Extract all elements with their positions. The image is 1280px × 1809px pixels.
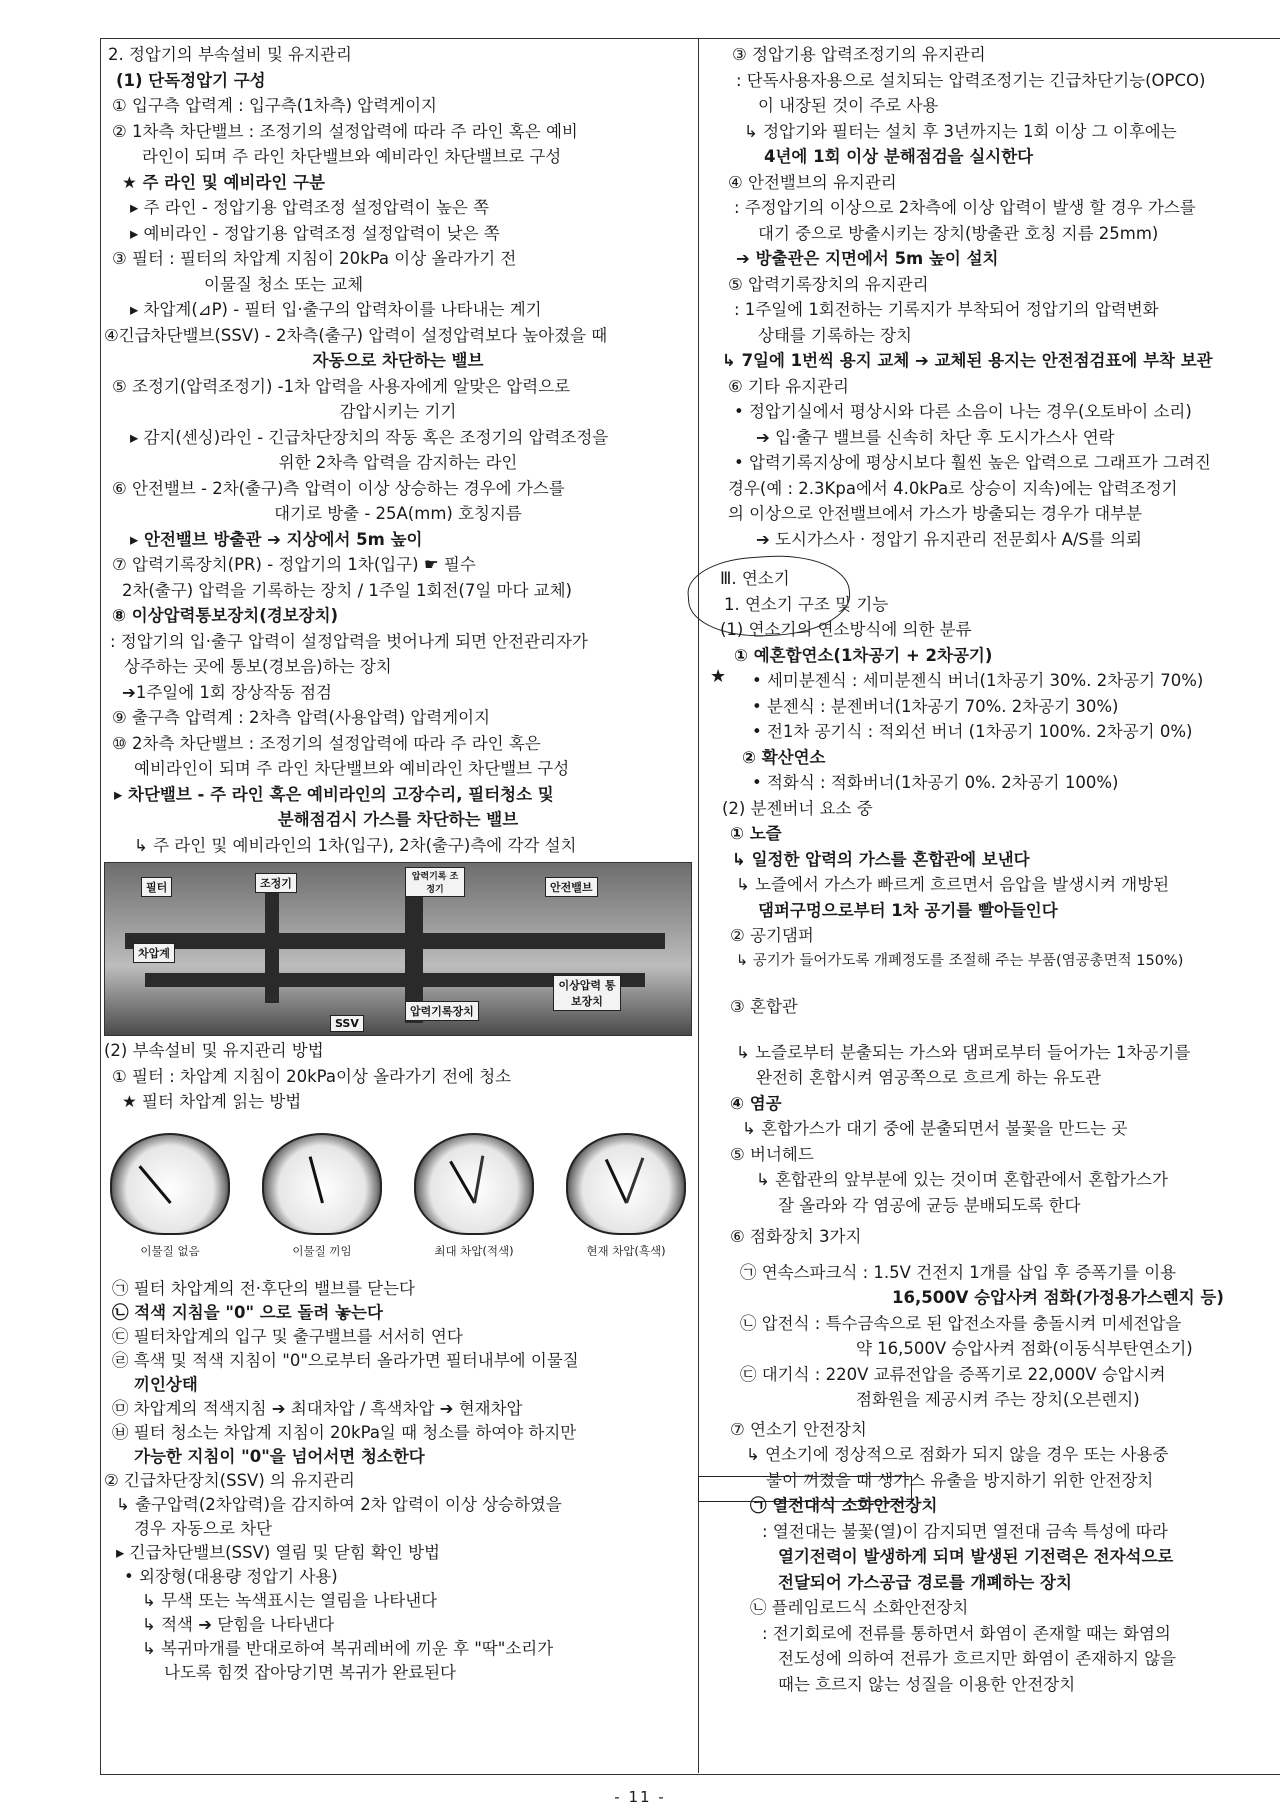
photo-label: 차압계 [133,943,175,963]
text-line: 의 이상으로 안전밸브에서 가스가 방출되는 경우가 대부분 [728,504,1143,523]
text-line: 이물질 청소 또는 교체 [204,274,364,294]
photo-label: 필터 [141,877,172,897]
section-heading: 1. 연소기 구조 및 기능 [724,594,889,614]
text-line: ★ 주 라인 및 예비라인 구분 [122,172,325,192]
gauge [104,1133,236,1273]
text-line: 전도성에 의하여 전류가 흐르지만 화염이 존재하지 않을 [778,1649,1177,1668]
text-line: ① 예혼합연소(1차공기 + 2차공기) [734,645,993,665]
spacer [706,974,1280,994]
handwritten-box-mark [698,1476,912,1502]
text-line: ㉡ 적색 지침을 "0" 으로 돌려 놓는다 [112,1302,383,1322]
text-line: • 세미분젠식 : 세미분젠식 버너(1차공기 30%. 2차공기 70%) [752,671,1204,690]
text-line: 자동으로 차단하는 밸브 [312,351,484,370]
text-line: ➔ 도시가스사 · 정압기 유지관리 전문회사 A/S를 의뢰 [756,529,1142,549]
text-line: ▸ 차단밸브 - 주 라인 혹은 예비라인의 고장수리, 필터청소 및 [114,784,554,804]
text-line: ③ 정압기용 압력조정기의 유지관리 [732,45,986,64]
gauge-row [104,1133,692,1273]
gauge-caption: 이물질 끼임 [292,1243,352,1258]
text-line: ↳ 주 라인 및 예비라인의 1차(입구), 2차(출구)측에 각각 설치 [134,835,577,855]
photo-label: 이상압력 통보장치 [553,975,621,1011]
gauge-dial [110,1133,230,1235]
text-line: ➔1주일에 1회 장상작동 점검 [122,682,332,702]
subsection-heading: (1) 연소기의 연소방식에 의한 분류 [720,620,972,639]
text-line: ↳ 연소기에 정상적으로 점화가 되지 않을 경우 또는 사용중 [746,1445,1169,1464]
text-line: ㉡ 압전식 : 특수금속으로 된 압전소자를 충돌시켜 미세전압을 [740,1313,1182,1333]
text-line: ㉣ 흑색 및 적색 지침이 "0"으로부터 올라가면 필터내부에 이물질 [112,1350,579,1370]
text-line: ⑩ 2차측 차단밸브 : 조정기의 설정압력에 따라 주 라인 혹은 [112,733,541,753]
text-line: ② 긴급차단장치(SSV) 의 유지관리 [104,1470,355,1490]
text-line: ㉤ 차압계의 적색지침 ➔ 최대차압 / 흑색차압 ➔ 현재차압 [112,1398,523,1418]
text-line: ➔ 방출관은 지면에서 5m 높이 설치 [736,249,999,268]
text-line: ▸ 긴급차단밸브(SSV) 열림 및 닫힘 확인 방법 [116,1542,440,1562]
text-line: ⑤ 압력기록장치의 유지관리 [728,274,929,294]
text-line: ↳ 노즐에서 가스가 빠르게 흐르면서 음압을 발생시켜 개방된 [736,875,1170,894]
text-line: 경우(예 : 2.3Kpa에서 4.0kPa로 상승이 지속)에는 압력조정기 [728,478,1178,498]
text-line: : 단독사용자용으로 설치되는 압력조정기는 긴급차단기능(OPCO) [736,70,1206,90]
text-line: 예비라인이 되며 주 라인 차단밸브와 예비라인 차단밸브 구성 [134,759,570,778]
text-line: ⑤ 조정기(압력조정기) -1차 압력을 사용자에게 알맞은 압력으로 [112,376,571,396]
text-line: 경우 자동으로 차단 [134,1518,273,1538]
text-line: ㉠ 열전대식 소화안전장치 [750,1496,938,1515]
chapter-heading: Ⅲ. 연소기 [720,569,790,588]
text-line: ➔ 입·출구 밸브를 신속히 차단 후 도시가스사 연락 [756,427,1115,447]
text-line: ④ 염공 [730,1093,782,1113]
text-line: ↳ 일정한 압력의 가스를 혼합관에 보낸다 [732,849,1030,869]
text-line: : 열전대는 불꽃(열)이 감지되면 열전대 금속 특성에 따라 [762,1521,1168,1541]
text-line: ① 노즐 [730,824,782,843]
text-line: • 분젠식 : 분젠버너(1차공기 70%. 2차공기 30%) [752,696,1119,716]
text-line: ㉥ 필터 청소는 차압계 지침이 20kPa일 때 청소를 하여야 하지만 [112,1422,577,1442]
text-line: 16,500V 승압사켜 점화(가정용가스렌지 등) [892,1288,1224,1307]
section-heading: 2. 정압기의 부속설비 및 유지관리 [108,45,352,64]
text-line: 나도록 힘껏 잡아당기면 복귀가 완료된다 [164,1662,456,1682]
text-line: 2차(출구) 압력을 기록하는 장치 / 1주일 1회전(7일 마다 교체) [122,580,572,600]
text-line: ↳ 노즐로부터 분출되는 가스와 댐퍼로부터 들어가는 1차공기를 [736,1042,1191,1062]
text-line: ⑤ 버너헤드 [730,1144,814,1164]
text-line: ↳ 무색 또는 녹색표시는 열림을 나타낸다 [142,1590,438,1610]
gauge-caption: 이물질 없음 [140,1243,200,1258]
gauge-caption: 최대 차압(적색) [434,1243,514,1258]
text-line: ㉡ 플레임로드식 소화안전장치 [750,1598,969,1617]
text-line: • 압력기록지상에 평상시보다 훨씬 높은 압력으로 그래프가 그려진 [734,453,1211,472]
gauge-caption: 현재 차압(흑색) [586,1243,666,1258]
text-line: 대기 중으로 방출시키는 장치(방출관 호칭 지름 25mm) [758,223,1159,243]
text-line: • 정압기실에서 평상시와 다른 소음이 나는 경우(오토바이 소리) [734,402,1192,421]
text-line: 대기로 방출 - 25A(mm) 호칭지름 [274,504,522,523]
page-number: - 11 - [614,1788,666,1806]
gauge-dial [262,1133,382,1235]
text-line: 감압시키는 기기 [339,402,457,421]
text-line: ↳ 적색 ➔ 닫힘을 나타낸다 [142,1614,335,1634]
right-column [706,42,1280,1697]
text-line: 완전히 혼합시켜 염공쪽으로 흐르게 하는 유도관 [756,1068,1102,1087]
gauge [256,1133,388,1273]
photo-label: 압력기록장치 [405,1001,479,1021]
text-line: ↳ 공기가 들어가도록 개폐정도를 조절해 주는 부품(염공총면적 150%) [736,952,1184,969]
text-line: ⑧ 이상압력통보장치(경보장치) [112,606,339,625]
text-line: : 1주일에 1회전하는 기록지가 부착되어 정압기의 압력변화 [734,300,1159,319]
text-line: ▸ 예비라인 - 정압기용 압력조정 설정압력이 낮은 쪽 [130,223,500,243]
subsection-heading: (2) 분젠버너 요소 중 [722,798,873,818]
text-line: ↳ 복귀마개를 반대로하여 복귀레버에 끼운 후 "딱"소리가 [142,1638,554,1658]
text-line: ⑨ 출구측 압력계 : 2차측 압력(사용압력) 압력게이지 [112,708,491,727]
text-line: ① 입구측 압력계 : 입구측(1차측) 압력게이지 [112,96,437,115]
star-icon: ★ [710,666,727,687]
text-line: 상태를 기록하는 장치 [758,325,912,345]
text-line: ⑥ 안전밸브 - 2차(출구)측 압력이 이상 상승하는 경우에 가스를 [112,478,565,498]
text-line: ㉠ 연속스파크식 : 1.5V 건전지 1개를 삽입 후 증폭기를 이용 [740,1262,1177,1282]
text-line: 점화원을 제공시켜 주는 장치(오븐렌지) [856,1390,1140,1409]
spacer [706,1020,1280,1040]
gauge-dial [414,1133,534,1235]
text-line: ⑥ 점화장치 3가지 [730,1227,862,1246]
text-line: 불이 꺼졌을 때 생가스 유출을 방지하기 위한 안전장치 [766,1470,1154,1490]
text-line: 약 16,500V 승압사켜 점화(이동식부탄연소기) [856,1339,1193,1358]
text-line: 댐퍼구멍으로부터 1차 공기를 빨아들인다 [758,900,1058,920]
text-line: ㉢ 필터차압계의 입구 및 출구밸브를 서서히 연다 [112,1326,463,1346]
text-line: ★ 필터 차압계 읽는 방법 [122,1092,302,1111]
gauge-dial [566,1133,686,1235]
text-line: • 전1차 공기식 : 적외선 버너 (1차공기 100%. 2차공기 0%) [752,722,1193,741]
photo-label: 안전밸브 [545,877,598,897]
text-line: ⑦ 연소기 안전장치 [730,1419,867,1439]
text-line: ↳ 7일에 1번씩 용지 교체 ➔ 교체된 용지는 안전점검표에 부착 보관 [722,351,1213,370]
text-line: ㉠ 필터 차압계의 전·후단의 밸브를 닫는다 [112,1278,415,1298]
text-line: ↳ 혼합가스가 대기 중에 분출되면서 불꽃을 만드는 곳 [742,1119,1128,1138]
text-line: ② 1차측 차단밸브 : 조정기의 설정압력에 따라 주 라인 혹은 예비 [112,121,578,141]
subsection-heading: (1) 단독정압기 구성 [116,70,266,90]
text-line: 가능한 지침이 "0"을 넘어서면 청소한다 [134,1446,425,1466]
text-line: ④긴급차단밸브(SSV) - 2차측(출구) 압력이 설정압력보다 높아졌을 때 [104,325,608,345]
text-line: ③ 혼합관 [730,997,798,1016]
text-line: 위한 2차측 압력을 감지하는 라인 [278,453,518,472]
gauge [408,1133,540,1273]
text-line: ② 확산연소 [742,747,826,767]
text-line: 상주하는 곳에 통보(경보음)하는 장치 [124,657,392,676]
text-line: ㉢ 대기식 : 220V 교류전압을 증폭기로 22,000V 승압시켜 [740,1364,1166,1384]
text-line: ▸ 차압계(⊿P) - 필터 입·출구의 압력차이를 나타내는 계기 [130,300,542,319]
text-line: 라인이 되며 주 라인 차단밸브와 예비라인 차단밸브로 구성 [142,147,562,166]
left-column [104,42,692,1685]
column-divider [698,38,699,1773]
text-line: : 전기회로에 전류를 통하면서 화염이 존재할 때는 화염의 [762,1623,1171,1643]
spacer [706,1250,1280,1260]
text-line: 끼인상태 [134,1374,198,1394]
text-line: ↳ 혼합관의 앞부분에 있는 것이며 혼합관에서 혼합가스가 [756,1170,1168,1189]
text-line: 잘 올라와 각 염공에 균등 분배되도록 한다 [778,1195,1081,1215]
gauge [560,1133,692,1273]
text-line: 열기전력이 발생하게 되며 발생된 기전력은 전자석으로 [778,1547,1174,1566]
text-line: ④ 안전밸브의 유지관리 [728,172,897,192]
text-line: ▸ 감지(센싱)라인 - 긴급차단장치의 작동 혹은 조정기의 압력조정을 [130,427,609,447]
text-line: ↳ 정압기와 필터는 설치 후 3년까지는 1회 이상 그 이후에는 [744,121,1177,141]
text-line: : 정압기의 입·출구 압력이 설정압력을 벗어나게 되면 안전관리자가 [110,631,588,651]
text-line: ⑦ 압력기록장치(PR) - 정압기의 1차(입구) ☛ 필수 [112,555,476,574]
text-line: 4년에 1회 이상 분해점검을 실시한다 [764,147,1034,166]
text-line: ③ 필터 : 필터의 차압계 지침이 20kPa 이상 올라가기 전 [112,249,517,268]
text-line: ② 공기댐퍼 [730,926,814,945]
text-line: : 주정압기의 이상으로 2차측에 이상 압력이 발생 할 경우 가스를 [734,198,1196,217]
text-line: • 적화식 : 적화버너(1차공기 0%. 2차공기 100%) [752,773,1119,792]
text-line: 전달되어 가스공급 경로를 개폐하는 장치 [778,1572,1072,1592]
text-line: • 외장형(대용량 정압기 사용) [124,1566,338,1586]
regulator-photo [104,862,692,1036]
photo-label: 압력기록 조정기 [405,867,465,897]
text-line: 때는 흐르지 않는 성질을 이용한 안전장치 [778,1674,1076,1694]
text-line: 분해점검시 가스를 차단하는 밸브 [277,810,519,829]
text-line: ▸ 안전밸브 방출관 ➔ 지상에서 5m 높이 [130,529,423,549]
photo-label: 조정기 [255,873,297,893]
photo-label: SSV [330,1015,364,1032]
text-line: ▸ 주 라인 - 정압기용 압력조정 설정압력이 높은 쪽 [130,198,490,217]
subsection-heading: (2) 부속설비 및 유지관리 방법 [104,1041,324,1060]
text-line: 이 내장된 것이 주로 사용 [758,96,939,115]
text-line: ① 필터 : 차압계 지침이 20kPa이상 올라가기 전에 청소 [112,1066,512,1086]
text-line: ⑥ 기타 유지관리 [728,376,849,396]
text-line: ↳ 출구압력(2차압력)을 감지하여 2차 압력이 이상 상승하였을 [116,1494,562,1514]
